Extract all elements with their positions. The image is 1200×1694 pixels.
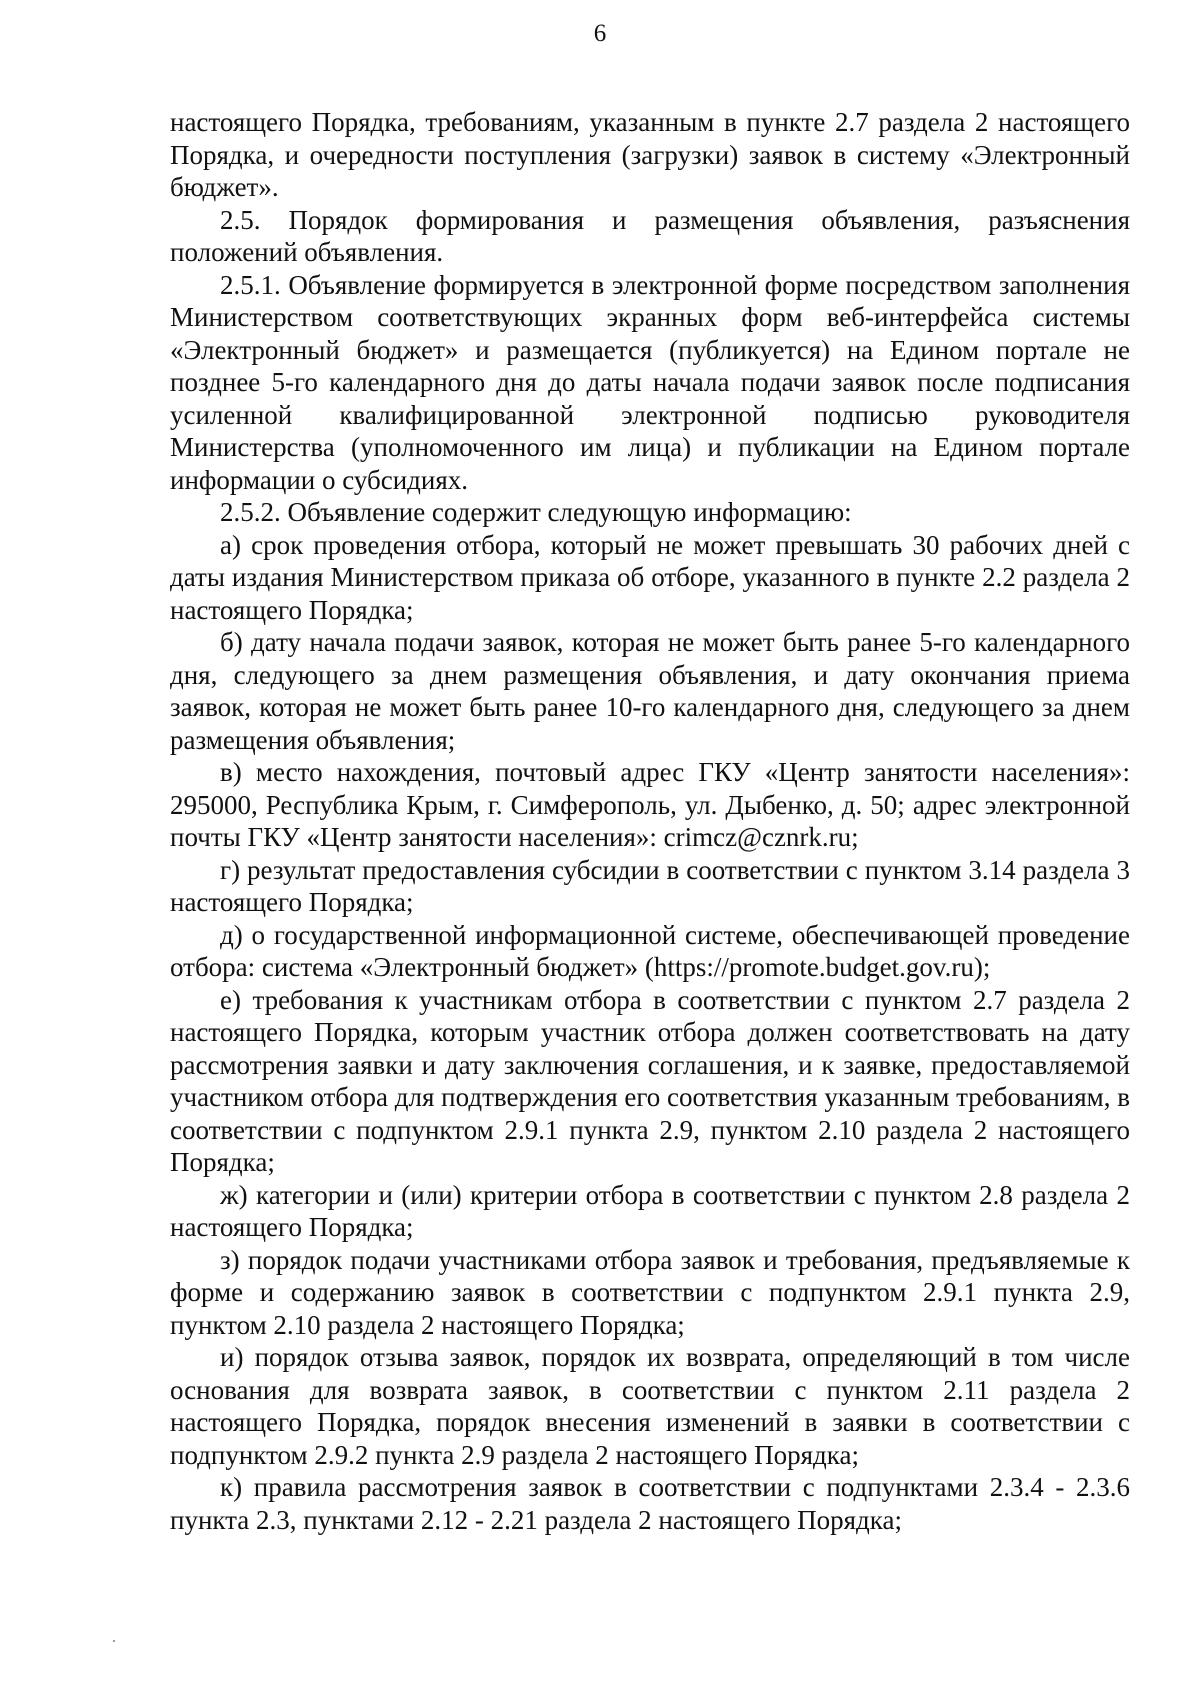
list-item-k: к) правила рассмотрения заявок в соответствии с подпунктами 2.3.4 - 2.3.6 пункта 2.3, пунктами 2.12 - 2.21 раздела 2 настоящего Порядка; <box>170 1472 1130 1535</box>
paragraph-2-5-1: 2.5.1. Объявление формируется в электронной форме посредством заполнения Министерством соответствующих экранных форм веб-интерфейса системы «Электронный бюджет» и размещается (публикуется) на Едином портале не позднее 5-го календарного дня до даты начала подачи заявок после подписания усиленной квалифицированной электронной подписью руководителя Министерства (уполномоченного им лица) и публикации на Едином портале информации о субсидиях. <box>170 269 1130 495</box>
list-item-zh: ж) категории и (или) критерии отбора в соответствии с пунктом 2.8 раздела 2 настоящего Порядка; <box>170 1179 1130 1242</box>
document-body <box>170 106 1130 1536</box>
paragraph-2-5: 2.5. Порядок формирования и размещения объявления, разъяснения положений объявления. <box>170 204 1130 267</box>
list-item-g: г) результат предоставления субсидии в соответствии с пунктом 3.14 раздела 3 настоящего Порядка; <box>170 854 1130 917</box>
list-item-i: и) порядок отзыва заявок, порядок их возврата, определяющий в том числе основания для возврата заявок, в соответствии с пунктом 2.11 раздела 2 настоящего Порядка, порядок внесения изменений в заявки в соответствии с подпунктом 2.9.2 пункта 2.9 раздела 2 настоящего Порядка; <box>170 1342 1130 1470</box>
list-item-e: е) требования к участникам отбора в соответствии с пунктом 2.7 раздела 2 настоящего Порядка, которым участник отбора должен соответствовать на дату рассмотрения заявки и дату заключения соглашения, и к заявке, предоставляемой участником отбора для подтверждения его соответствия указанным требованиям, в соответствии с подпунктом 2.9.1 пункта 2.9, пунктом 2.10 раздела 2 настоящего Порядка; <box>170 984 1130 1177</box>
list-item-z: з) порядок подачи участниками отбора заявок и требования, предъявляемые к форме и содержанию заявок в соответствии с подпунктом 2.9.1 пункта 2.9, пунктом 2.10 раздела 2 настоящего Порядка; <box>170 1244 1130 1340</box>
list-item-a: а) срок проведения отбора, который не может превышать 30 рабочих дней с даты издания Министерством приказа об отборе, указанного в пункте 2.2 раздела 2 настоящего Порядка; <box>170 529 1130 625</box>
scan-speck <box>113 1640 115 1642</box>
list-item-d: д) о государственной информационной системе, обеспечивающей проведение отбора: система «Электронный бюджет» (https://promote.budget.gov.ru); <box>170 919 1130 982</box>
list-item-b: б) дату начала подачи заявок, которая не может быть ранее 5-го календарного дня, следующего за днем размещения объявления, и дату окончания приема заявок, которая не может быть ранее 10-го календарного дня, следующего за днем размещения объявления; <box>170 627 1130 755</box>
paragraph-2-5-2: 2.5.2. Объявление содержит следующую информацию: <box>220 497 852 527</box>
list-item-v: в) место нахождения, почтовый адрес ГКУ «Центр занятости населения»: 295000, Республика Крым, г. Симферополь, ул. Дыбенко, д. 50; адрес электронной почты ГКУ «Центр занятости населения»: crimcz@cznrk.ru; <box>170 757 1130 852</box>
paragraph-continuation: настоящего Порядка, требованиям, указанным в пункте 2.7 раздела 2 настоящего Порядка, и очередности поступления (загрузки) заявок в систему «Электронный бюджет». <box>170 107 1130 202</box>
page-number: 6 <box>593 20 607 47</box>
